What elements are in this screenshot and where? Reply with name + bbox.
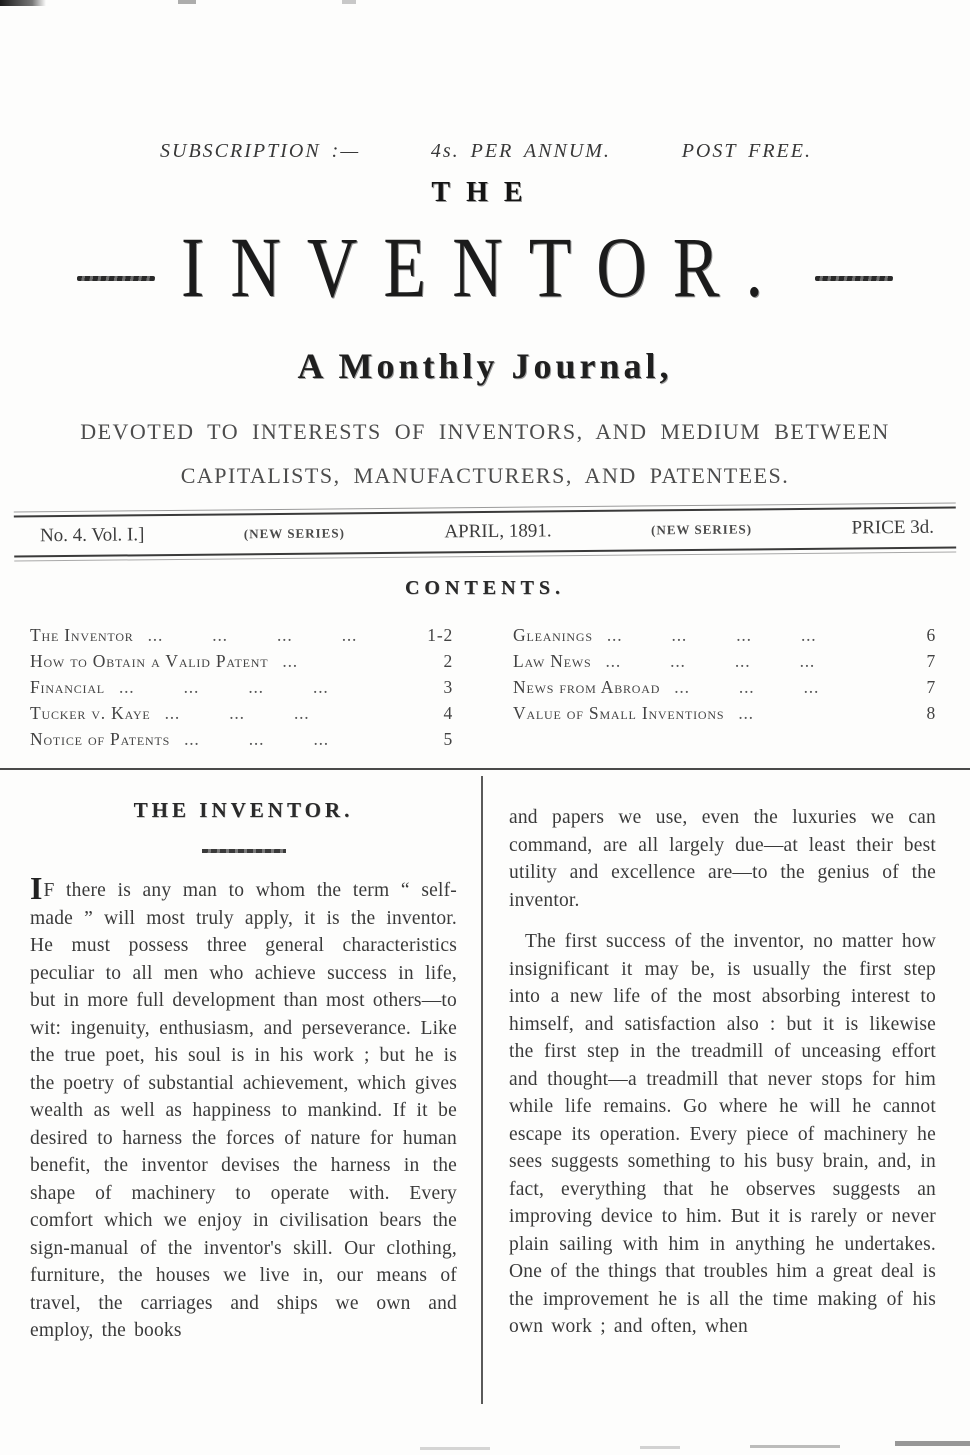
toc-page-number: 1-2 [427,625,453,645]
contents-columns [30,622,936,752]
toc-row [30,648,453,674]
toc-row [513,700,936,726]
toc-item-title: The Inventor [30,625,134,645]
toc-leader-dots: ... ... ... ... [606,625,817,645]
masthead-title-row [0,219,970,319]
article-heading: THE INVENTOR. [133,798,354,822]
post-free-label: POST FREE. [681,140,812,162]
toc-item-title: Law News [513,651,592,671]
paragraph-text: F there is any man to whom the term “ self-made ” will most truly apply, it is the inventor. He must possess three general characteristics peculiar to all men who achieve success in life, but in more full development than most others—to wit: ingenuity, enthusiasm, and perseverance. Like the true poet, his soul is in his work ; but he is the poetry of substantial achievement, which gives wealth as well as happiness to mankind. If it be desired to harness the forces of nature for human benefit, the inventor devises the harness in the shape of machinery to operate with. Every comfort which we enjoy in civilisation bears the sign-manual of the inventor's skill. Our clothing, furniture, the houses we live in, our means of travel, the carriages and ships we own and employ, the books [30,880,457,1341]
scan-artifact [420,1447,490,1450]
issue-price: PRICE 3d. [851,516,935,539]
scan-artifact [750,1445,840,1448]
toc-leader-dots: ... [282,651,298,671]
issue-number: No. 4. Vol. I.] [39,524,145,547]
toc-item-title: Financial [30,677,105,697]
scan-artifact [640,1446,680,1449]
article-paragraph: The first success of the inventor, no matter how insignificant it may be, is usually the first step into a new life of the most absorbing interest to himself, and satisfaction also : but it is likewise the first step in the treadmill of unceasing effort and thought—a treadmill that never stops for him while life remains. Go where he will he cannot escape its operation. Every piece of machinery he sees suggests something to his busy brain, and, in fact, everything that he observes suggests an improving device to him. But it is rarely or never plain sailing with him in anything he undertakes. One of the things that troubles him a great deal is the improvement he is all the time making of his own work ; and often, when [509,931,936,1337]
new-series-right: (NEW SERIES) [650,521,753,538]
toc-row [30,726,453,752]
subscription-label: SUBSCRIPTION :— [160,140,361,162]
title-flourish-left [77,276,155,281]
contents-right-column [513,622,936,752]
contents-heading: CONTENTS. [404,577,566,599]
toc-leader-dots: ... ... ... [184,729,329,749]
toc-leader-dots: ... [738,703,754,723]
subscription-line [0,140,970,163]
issue-date: APRIL, 1891. [444,520,552,543]
devoted-line-2: CAPITALISTS, MANUFACTURERS, AND PATENTEES. [180,463,790,488]
toc-page-number: 6 [926,625,936,645]
contents-left-column [30,622,453,752]
scan-artifact [342,0,356,4]
toc-item-title: Notice of Patents [30,729,171,749]
article-columns [0,770,970,1345]
toc-row [30,622,453,648]
dropcap-initial: I [30,870,44,906]
new-series-left: (NEW SERIES) [243,525,345,542]
toc-item-title: Value of Small Inventions [513,703,725,723]
journal-title: INVENTOR. [181,221,789,316]
column-divider-rule [481,776,483,1404]
toc-leader-dots: ... ... ... [164,703,310,723]
article-right-column [509,782,936,1345]
devoted-line-1: DEVOTED TO INTERESTS OF INVENTORS, AND MEDIUM BETWEEN [80,419,890,444]
scan-artifact [178,0,196,4]
toc-leader-dots: ... ... ... [674,677,820,697]
toc-page-number: 5 [443,729,453,749]
subscription-rate: 4s. PER ANNUM. [430,140,611,162]
toc-item-title: News from Abroad [513,677,661,697]
toc-row [513,622,936,648]
title-flourish-right [815,276,893,281]
toc-item-title: Gleanings [513,625,593,645]
scan-artifact [895,1441,970,1446]
toc-item-title: How to Obtain a Valid Patent [30,651,269,671]
toc-leader-dots: ... ... ... ... [147,625,358,645]
toc-row [513,648,936,674]
contents-section [0,577,970,752]
journal-subtitle: A Monthly Journal, [297,346,673,386]
article-paragraph [30,870,457,1345]
article-paragraph: and papers we use, even the luxuries we can command, are all largely due—at least their best utility and excellence are—to the genius of the inventor. [509,807,936,911]
toc-page-number: 8 [926,703,936,723]
toc-page-number: 4 [443,703,453,723]
scan-artifact [0,0,46,6]
issue-line [14,506,956,557]
masthead-the: THE [431,177,539,208]
toc-page-number: 3 [443,677,453,697]
toc-leader-dots: ... ... ... ... [118,677,329,697]
masthead [0,140,970,489]
toc-leader-dots: ... ... ... ... [605,651,816,671]
toc-page-number: 7 [926,677,936,697]
toc-row [30,700,453,726]
heading-rule [202,849,286,853]
toc-row [30,674,453,700]
toc-page-number: 7 [926,651,936,671]
toc-item-title: Tucker v. Kaye [30,703,151,723]
toc-row [513,674,936,700]
article-left-column [30,782,457,1345]
toc-page-number: 2 [443,651,453,671]
